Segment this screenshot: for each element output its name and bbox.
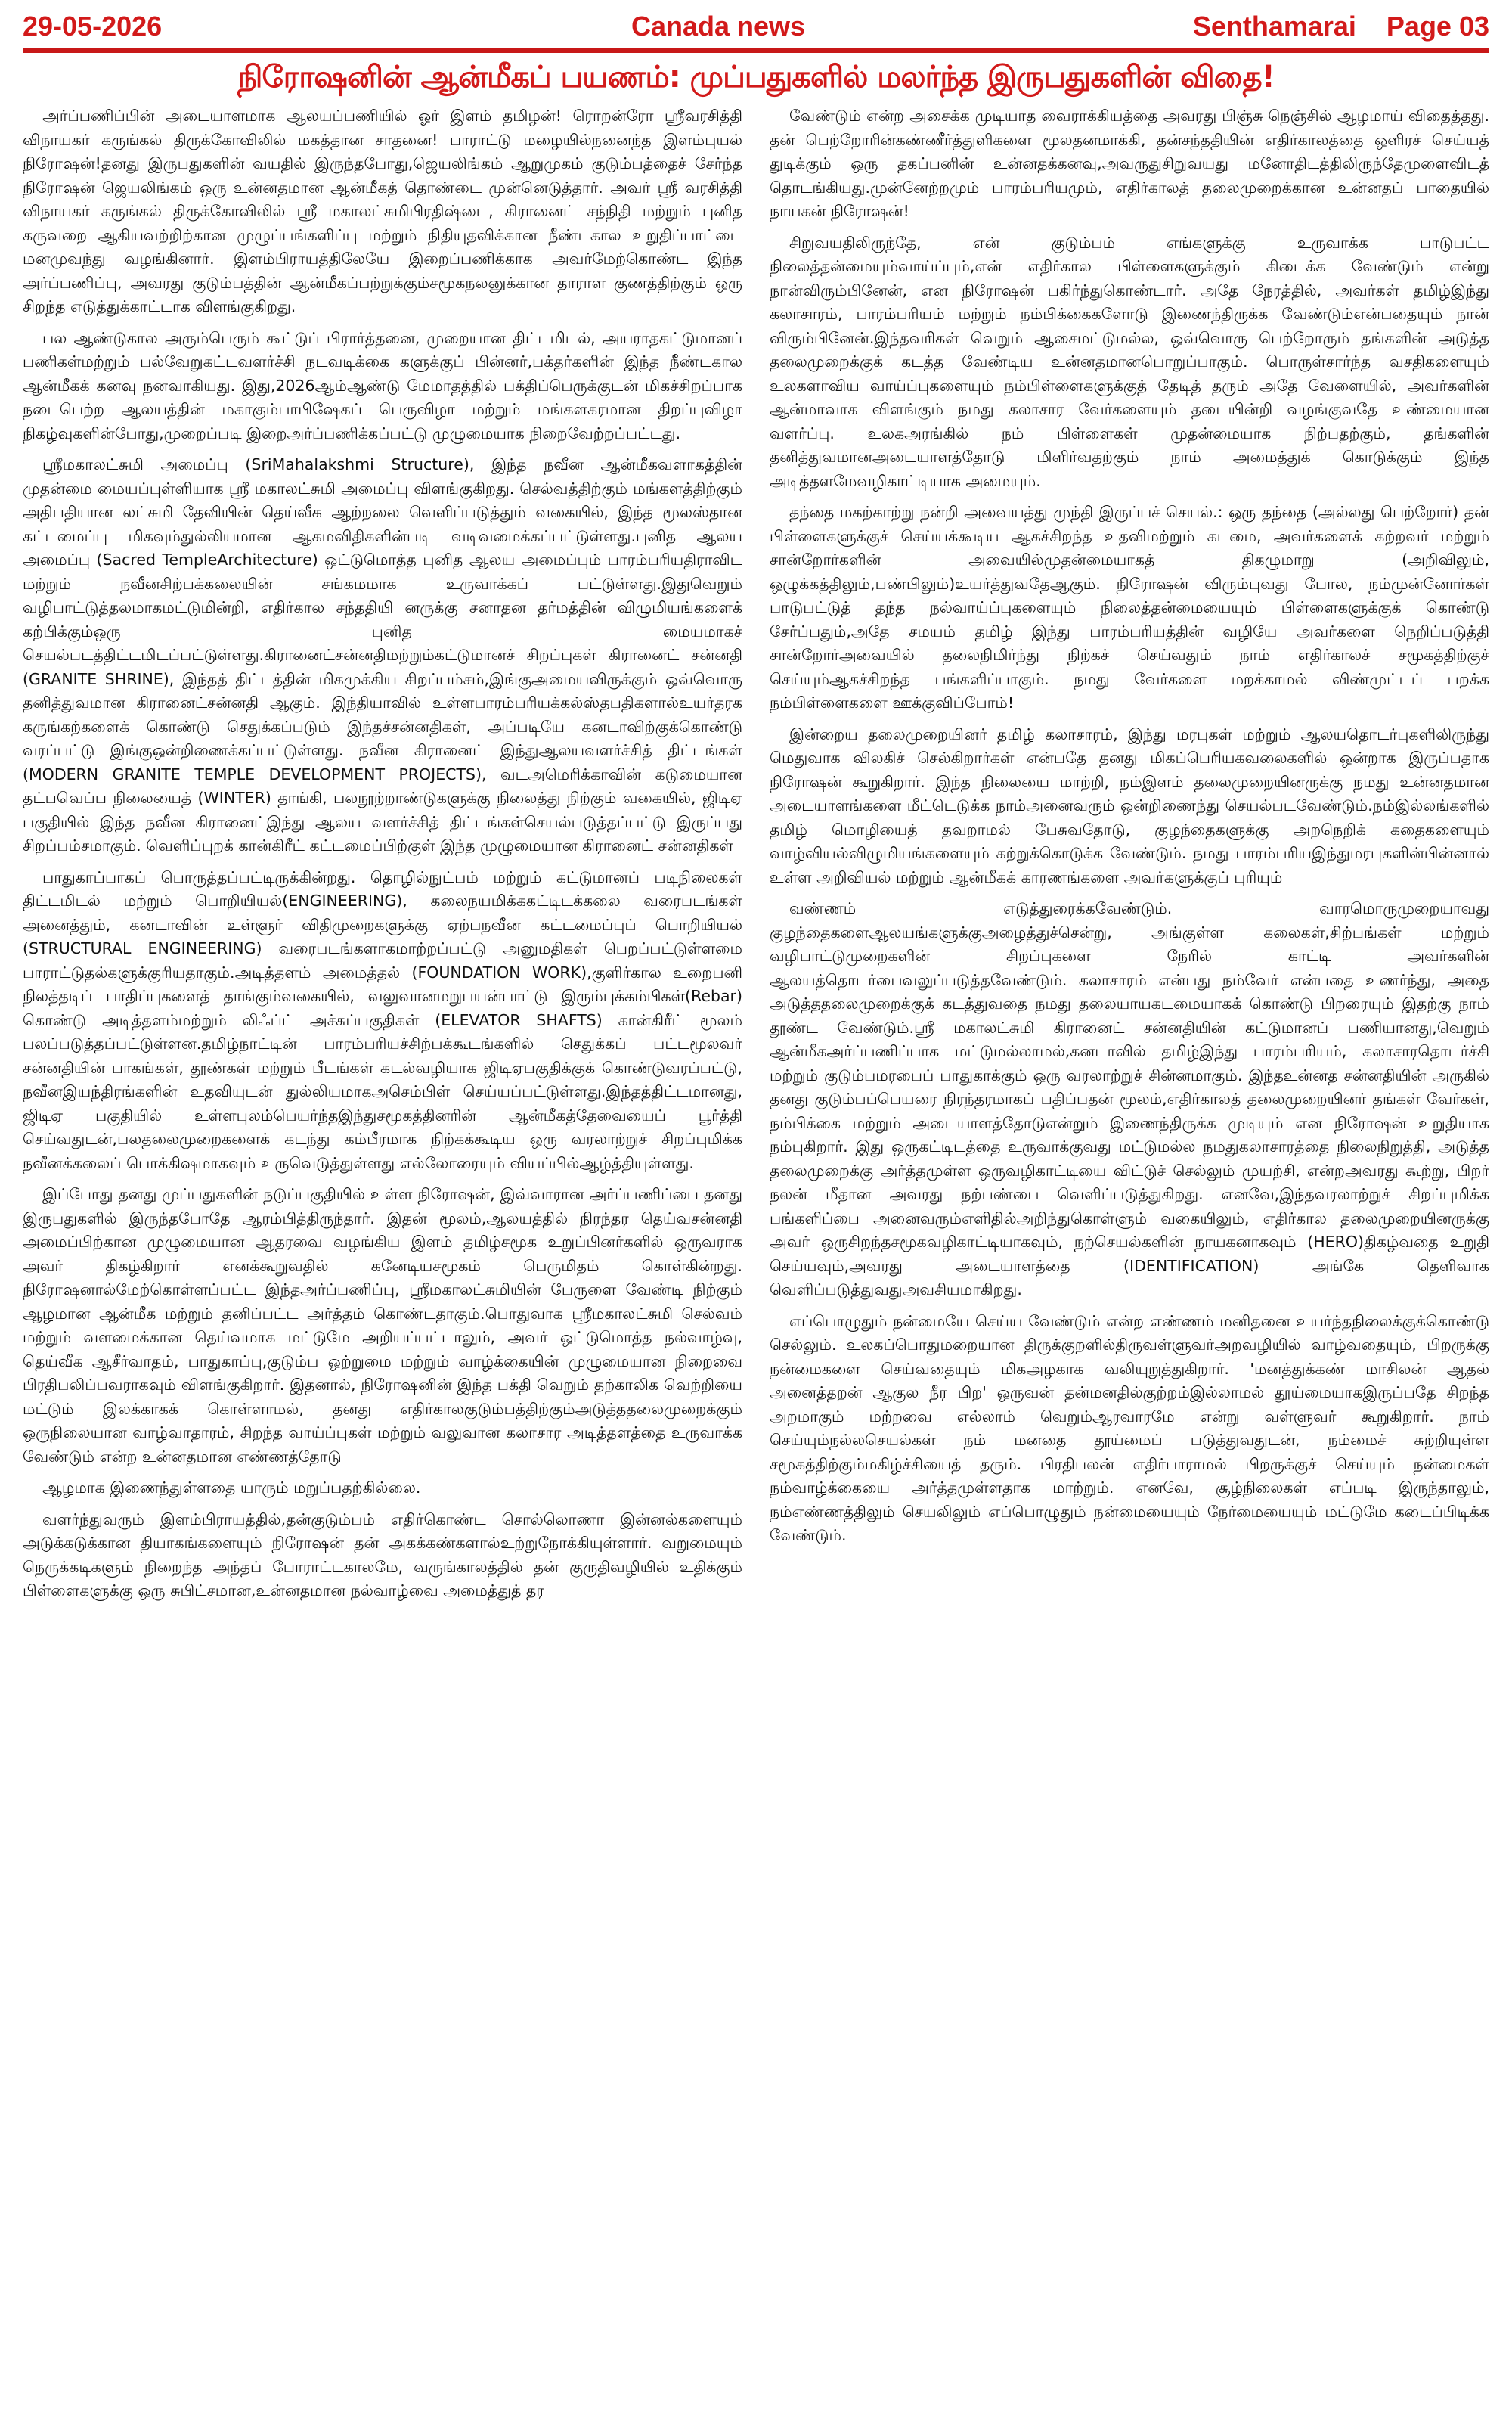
paragraph: ஆழமாக இணைந்துள்ளதை யாரும் மறுப்பதற்கில்லை. — [42, 1478, 421, 1497]
paragraph: வேண்டும் என்ற அசைக்க முடியாத வைராக்கியத்தை அவரது பிஞ்சு நெஞ்சில் ஆழமாய் விதைத்தது. தன் பெற்றோரின்கண்ணீர்த்துளிகளை மூலதனமாக்கி, தன்சந்ததியின் எதிர்காலத்தை ஒளிரச் செய்யத் துடிக்கும் ஒரு தகப்பனின் உன்னதக்கனவு,அவருதுசிறுவயது மனோதிடத்திலிருந்தேமுளைவிடத் தொடங்கியது.முன்னேற்றமும் பாரம்பரியமும், எதிர்காலத் தலைமுறைக்கான உன்னதப் பாதையில் நாயகன் நிரோஷன்! — [770, 107, 1489, 220]
paragraph: எப்பொழுதும் நன்மையே செய்ய வேண்டும் என்ற எண்ணம் மனிதனை உயர்ந்தநிலைக்குக்கொண்டு செல்லும். உலகப்பொதுமறையான திருக்குறளில்திருவள்ளுவர்அறவழியில் வாழ்வதையும், பிறருக்கு நன்மைகளை செய்வதையும் மிகஅழகாக வலியுறுத்துகிறார். 'மனத்துக்கண் மாசிலன் ஆதல் அனைத்தறன் ஆகுல நீர பிற' ஒருவன் தன்மனதில்குற்றம்இல்லாமல் தூய்மையாகஇருப்பதே சிறந்த அறமாகும் மற்றவை எல்லாம் வெறும்ஆரவாரமே என்று வள்ளுவர் கூறுகிறார். நாம் செய்யும்நல்லசெயல்கள் நம் மனதை தூய்மைப் படுத்துவதுடன், நம்மைச் சுற்றியுள்ள சமூகத்திற்கும்மகிழ்ச்சியைத் தரும். பிரதிபலன் எதிர்பாராமல் பிறருக்குச் செய்யும் நன்மைகள் நம்வாழ்க்கையை அர்த்தமுள்ளதாக மாற்றும். எனவே, சூழ்நிலைகள் எப்படி இருந்தாலும், நம்எண்ணத்திலும் செயலிலும் எப்பொழுதும் நன்மையையும் நேர்மையையும் மட்டுமே கடைப்பிடிக்க வேண்டும். — [770, 1311, 1489, 1544]
paragraph: இப்போது தனது முப்பதுகளின் நடுப்பகுதியில் உள்ள நிரோஷன், இவ்வாரான அர்ப்பணிப்பை தனது இருபதுகளில் இருந்தபோதே ஆரம்பித்திருந்தார். இதன் மூலம்,ஆலயத்தில் நிரந்தர தெய்வசன்னதி அமைப்பிற்கான முழுமையான ஆதரவை வழங்கிய இளம் தமிழ்சமூக உறுப்பினர்களில் ஒருவராக அவர் திகழ்கிறார் எனக்கூறுவதில் கனேடியசமூகம் பெருமிதம் கொள்கின்றது. நிரோஷனால்மேற்கொள்ளப்பட்ட இந்தஅர்ப்பணிப்பு, ஸ்ரீமகாலட்சுமியின் பேருளை வேண்டி நிற்கும் ஆழமான ஆன்மீக மற்றும் தனிப்பட்ட அர்த்தம் கொண்டதாகும்.பொதுவாக ஸ்ரீமகாலட்சுமி செல்வம் மற்றும் வளமைக்கான தெய்வமாக மட்டுமே அறியப்பட்டாலும், அவர் ஒட்டுமொத்த நல்வாழ்வு, தெய்வீக ஆசீர்வாதம், பாதுகாப்பு,குடும்ப ஒற்றுமை மற்றும் வாழ்க்கையின் முழுமையான நிறைவை பிரதிபலிப்பவராகவும் விளங்குகிறார். இதனால், நிரோஷனின் இந்த பக்தி வெறும் தற்காலிக வெற்றியை மட்டும் இலக்காகக் கொள்ளாமல், தனது எதிர்காலகுடும்பத்திற்கும்அடுத்ததலைமுறைக்கும் ஒருநிலையான வாழ்வாதாரம், சிறந்த வாய்ப்புகள் மற்றும் வலுவான கலாசார அடித்தளத்தை உருவாக்க வேண்டும் என்ற உன்னதமான எண்ணத்தோடு — [23, 1185, 742, 1466]
paragraph: வளர்ந்துவரும் இளம்பிராயத்தில்,தன்குடும்பம் எதிர்கொண்ட சொல்லொணா இன்னல்களையும் அடுக்கடுக்கான தியாகங்களையும் நிரோஷன் தன் அகக்கண்களால்உற்றுநோக்கியுள்ளார். வறுமையும் நெருக்கடிகளும் நிறைந்த அந்தப் போராட்டகாலமே, வருங்காலத்தில் தன் குருதிவழியில் உதிக்கும் பிள்ளைகளுக்கு ஒரு சுபிட்சமான,உன்னதமான நல்வாழ்வை அமைத்துத் தர — [23, 1509, 742, 1599]
paragraph: தந்தை மகற்காற்று நன்றி அவையத்து முந்தி இருப்பச் செயல்.: ஒரு தந்தை (அல்லது பெற்றோர்) தன் பிள்ளைகளுக்குச் செய்யக்கூடிய ஆகச்சிறந்த உதவிமற்றும் கடமை, அவர்களைக் கற்றவர் மற்றும் சான்றோர்களின் அவையில்முதன்மையாகத் திகழுமாறு (அறிவிலும், ஒழுக்கத்திலும்,பண்பிலும்)உயர்த்துவதேஆகும். நிரோஷன் விரும்புவது போல, நம்முன்னோர்கள் பாடுபட்டுத் தந்த நல்வாய்ப்புகளையும் நிலைத்தன்மையையும் பிள்ளைகளுக்குக் கொண்டு சேர்ப்பதும்,அதே சமயம் தமிழ் இந்து பாரம்பரியத்தின் வழியே அவர்களை நெறிப்படுத்தி சான்றோர்அவையில் தலைநிமிர்ந்து நிற்கச் செய்வதும் நாம் எதிர்காலச் சமூகத்திற்குச் செய்யும்ஆகச்சிறந்த பங்களிப்பாகும். நமது வேர்களை மறக்காமல் விண்முட்டப் பறக்க நம்பிள்ளைகளை ஊக்குவிப்போம்! — [770, 503, 1489, 712]
paragraph: பல ஆண்டுகால அரும்பெரும் கூட்டுப் பிரார்த்தனை, முறையான திட்டமிடல், அயராதகட்டுமானப் பணிகள்மற்றும் பல்வேறுகட்டவளர்ச்சி நடவடிக்கை களுக்குப் பின்னர்,பக்தர்களின் இந்த நீண்டகால ஆன்மீகக் கனவு நனவாகியது. இது,2026ஆம்ஆண்டு மேமாதத்தில் பக்திப்பெருக்குடன் மிகச்சிறப்பாக நடைபெற்ற ஆலயத்தின் மகாகும்பாபிஷேகப் பெருவிழா மற்றும் மங்களகரமான திறப்புவிழா நிகழ்வுகளின்போது,முறைப்படி இறைஅர்ப்பணிக்கப்பட்டு முழுமையாக நிறைவேற்றப்பட்டது. — [23, 328, 742, 442]
paragraph: வண்ணம் எடுத்துரைக்கவேண்டும். வாரமொருமுறையாவது குழந்தைகளைஆலயங்களுக்குஅழைத்துச்சென்று, அங்குள்ள கலைகள்,சிற்பங்கள் மற்றும் வழிபாட்டுமுறைகளின் சிறப்புகளை நேரில் காட்டி அவர்களின் ஆலயத்தொடர்பைவலுப்படுத்தவேண்டும். கலாசாரம் என்பது நம்வேர் என்பதை உணர்ந்து, அதை அடுத்ததலைமுறைக்குக் கடத்துவதை நமது தலையாயகடமையாகக் கொண்டு பிறரையும் இதற்கு நாம் தூண்ட வேண்டும்.ஸ்ரீ மகாலட்சுமி கிரானைட் சன்னதியின் கட்டுமானப் பணியானது,வெறும் ஆன்மீகஅர்ப்பணிப்பாக மட்டுமல்லாமல்,கனடாவில் தமிழ்இந்து பாரம்பரியம், கலாசாரதொடர்ச்சி மற்றும் குடும்பமரபைப் பாதுகாக்கும் ஒரு வரலாற்றுச் சின்னமாகும். இந்தஉன்னத சன்னதியின் அருகில் தனது குடும்பப்பெயரை நிரந்தரமாகப் பதிப்பதன் மூலம்,எதிர்காலத் தலைமுறையினர் தங்கள் வேர்கள், நம்பிக்கை மற்றும் அடையாளத்தோடுஎன்றும் இணைந்திருக்க முடியும் என நிரோஷன் உறுதியாக நம்புகிறார். இது ஒருகட்டிடத்தை உருவாக்குவது மட்டுமல்ல நமதுகலாசாரத்தை நிலைநிறுத்தி, அடுத்த தலைமுறைக்கு அர்த்தமுள்ள ஒருவழிகாட்டியை விட்டுச் செல்லும் முயற்சி, என்றஅவரது கூற்று, பிறர் நலன் மீதான அவரது நற்பண்பை வெளிப்படுத்துகிறது. எனவே,இந்தவரலாற்றுச் சிறப்புமிக்க பங்களிப்பை அனைவரும்எளிதில்அறிந்துகொள்ளும் வகையிலும், எதிர்கால தலைமுறையினருக்கு அவர் ஒருசிறந்தசமூகவழிகாட்டியாகவும், நற்செயல்களின் நாயகனாகவும் (HERO)திகழ்வதை உறுதி செய்யவும்,அவரது அடையாளத்தை (IDENTIFICATION) அங்கே தெளிவாக வெளிப்படுத்துவதுஅவசியமாகிறது. — [770, 899, 1489, 1298]
paragraph: இன்றைய தலைமுறையினர் தமிழ் கலாசாரம், இந்து மரபுகள் மற்றும் ஆலயதொடர்புகளிலிருந்து மெதுவாக விலகிச் செல்கிறார்கள் என்பதே தனது மிகப்பெரியகவலைகளில் ஒன்றாக இருப்பதாக நிரோஷன் கூறுகிறார். இந்த நிலையை மாற்றி, நம்இளம் தலைமுறையினருக்கு நமது உன்னதமான அடையாளங்களை மீட்டெடுக்க நாம்அனைவரும் ஒன்றிணைந்து செயல்படவேண்டும்.நம்இல்லங்களில் தமிழ் மொழியைத் தவறாமல் பேசுவதோடு, குழந்தைகளுக்கு அறநெறிக் கதைகளையும் வாழ்வியல்விழுமியங்களையும் கற்றுக்கொடுக்க வேண்டும். நமது பாரம்பரியஇந்துமரபுகளின்பின்னால் உள்ள அறிவியல் மற்றும் ஆன்மீகக் காரணங்களை அவர்களுக்குப் புரியும் — [770, 724, 1489, 886]
paper-title: Canada news — [631, 11, 806, 42]
paragraph: பாதுகாப்பாகப் பொருத்தப்பட்டிருக்கின்றது. தொழில்நுட்பம் மற்றும் கட்டுமானப் படிநிலைகள் திட்டமிடல் மற்றும் பொறியியல்(ENGINEERING), கலைநயமிக்ககட்டிடக்கலை வரைபடங்கள் அனைத்தும், கனடாவின் உள்ளூர் விதிமுறைகளுக்கு ஏற்பநவீன கட்டமைப்புப் பொறியியல் (STRUCTURAL ENGINEERING) வரைபடங்களாகமாற்றப்பட்டு அனுமதிகள் பெறப்பட்டுள்ளமை பாராட்டுதல்களுக்குரியதாகும்.அடித்தளம் அமைத்தல் (FOUNDATION WORK),குளிர்கால உறைபனி நிலத்தடிப் பாதிப்புகளைத் தாங்கும்வகையில், வலுவானமறுபயன்பாட்டு இரும்புக்கம்பிகள்(Rebar) கொண்டு அடித்தளம்மற்றும் லிஃப்ட் அச்சுப்பகுதிகள் (ELEVATOR SHAFTS) கான்கிரீட் மூலம் பலப்படுத்தப்பட்டுள்ளன.தமிழ்நாட்டின் பாரம்பரியச்சிற்பக்கூடங்களில் செதுக்கப் பட்டமூலவர் சன்னதியின் பாகங்கள், தூண்கள் மற்றும் பீடங்கள் கடல்வழியாக ஜிடிஏபகுதிக்குக் கொண்டுவரப்பட்டு, நவீனஇயந்திரங்களின் உதவியுடன் துல்லியமாகஅசெம்பிள் செய்யப்பட்டுள்ளது.இந்தத்திட்டமானது, ஜிடிஏ பகுதியில் உள்ளபுலம்பெயர்ந்தஇந்துசமூகத்தினரின் ஆன்மீகத்தேவையைப் பூர்த்தி செய்வதுடன்,பலதலைமுறைகளைக் கடந்து கம்பீரமாக நிற்கக்கூடிய ஒரு வரலாற்றுச் சிறப்புமிக்க நவீனக்கலைப் பொக்கிஷமாகவும் உருவெடுத்துள்ளது எல்லோரையும் வியப்பில்ஆழ்த்தியுள்ளது. — [23, 867, 742, 1172]
masthead — [23, 5, 1489, 48]
publication-name: Senthamarai — [1192, 11, 1356, 42]
right-column — [770, 104, 1489, 2403]
paragraph: அர்ப்பணிப்பின் அடையாளமாக ஆலயப்பணியில் ஓர் இளம் தமிழன்! ரொறன்ரோ ஸ்ரீவரசித்தி விநாயகர் கருங்கல் திருக்கோவிலில் மகத்தான சாதனை! பாராட்டு மழையில்நனைந்த இளம்புயல் நிரோஷன்!தனது இருபதுகளின் வயதில் இருந்தபோது,ஜெயலிங்கம் ஆறுமுகம் குடும்பத்தைச் சேர்ந்த நிரோஷன் ஜெயலிங்கம் ஒரு உன்னதமான ஆன்மீகத் தொண்டை முன்னெடுத்தார். அவர் ஸ்ரீ வரசித்தி விநாயகர் கருங்கல் திருக்கோவிலில் ஸ்ரீ மகாலட்சுமிபிரதிஷ்டை, கிரானைட் சந்நிதி மற்றும் புனித கருவறை ஆகியவற்றிற்கான முழுப்பங்களிப்பு மற்றும் நிதியுதவிக்கான நீண்டகால உறுதிப்பாட்டை மனமுவந்து வழங்கினார். இளம்பிராயத்திலேயே இறைப்பணிக்காக அவர்மேற்கொண்ட இந்த அர்ப்பணிப்பு, அவரது குடும்பத்தின் ஆன்மீகப்பற்றுக்கும்சமூகநலனுக்கான தாராள குணத்திற்கும் ஒரு சிறந்த எடுத்துக்காட்டாக விளங்குகிறது. — [23, 107, 742, 315]
article-headline: நிரோஷனின் ஆன்மீகப் பயணம்: முப்பதுகளில் மலர்ந்த இருபதுகளின் விதை! — [237, 60, 1275, 95]
article-body — [23, 104, 1489, 2403]
page-number: Page 03 — [1386, 11, 1489, 42]
paragraph: ஸ்ரீமகாலட்சுமி அமைப்பு (SriMahalakshmi Structure), இந்த நவீன ஆன்மீகவளாகத்தின் முதன்மை மையப்புள்ளியாக ஸ்ரீ மகாலட்சுமி அமைப்பு விளங்குகிறது. செல்வத்திற்கும் மங்களத்திற்கும் அதிபதியான லட்சுமி தேவியின் தெய்வீக ஆற்றலை வெளிப்படுத்தும் வகையில், இந்த மூலஸ்தான கட்டமைப்பு மிகவும்துல்லியமான ஆகமவிதிகளின்படி வடிவமைக்கப்பட்டுள்ளது.புனித ஆலய அமைப்பு (Sacred TempleArchitecture) ஒட்டுமொத்த புனித ஆலய அமைப்பும் பாரம்பரியதிராவிட மற்றும் நவீனசிற்பக்கலையின் சங்கமமாக உருவாக்கப் பட்டுள்ளது.இதுவெறும் வழிபாட்டுத்தலமாகமட்டுமின்றி, எதிர்கால சந்ததியி னருக்கு சனாதன தர்மத்தின் விழுமியங்களைக் கற்பிக்கும்ஒரு புனித மையமாகச் செயல்படத்திட்டமிடப்பட்டுள்ளது.கிரானைட்சன்னதிமற்றும்கட்டுமானச் சிறப்புகள் கிரானைட் சன்னதி (GRANITE SHRINE), இந்தத் திட்டத்தின் மிகமுக்கிய சிறப்பம்சம்,இங்குஅமையவிருக்கும் ஒவ்வொரு தனித்துவமான கிரானைட்சன்னதி ஆகும். இந்தியாவில் உள்ளபாரம்பரியக்கல்ஸ்தபதிகளால்உயர்தரக கருங்கற்களைக் கொண்டு செதுக்கப்படும் இந்தச்சன்னதிகள், அப்படியே கனடாவிற்குக்கொண்டு வரப்பட்டு இங்குஒன்றிணைக்கப்பட்டுள்ளது. நவீன கிரானைட் இந்துஆலயவளர்ச்சித் திட்டங்கள் (MODERN GRANITE TEMPLE DEVELOPMENT PROJECTS), வடஅமெரிக்காவின் கடுமையான தட்பவெப்ப நிலையைத் (WINTER) தாங்கி, பலநூற்றாண்டுகளுக்கு நிலைத்து நிற்கும் வகையில், ஜிடிஏ பகுதியில் இந்த நவீன கிரானைட்இந்து ஆலய வளர்ச்சித் திட்டங்கள்செயல்படுத்தப்பட்டு இருப்பது சிறப்பம்சமாகும். வெளிப்புறக் கான்கிரீட் கட்டமைப்பிற்குள் இந்த முழுமையான கிரானைட் சன்னதிகள் — [23, 455, 742, 855]
left-column — [23, 104, 742, 2403]
paragraph: சிறுவயதிலிருந்தே, என் குடும்பம் எங்களுக்கு உருவாக்க பாடுபட்ட நிலைத்தன்மையும்வாய்ப்பும்,என் எதிர்கால பிள்ளைகளுக்கும் கிடைக்க வேண்டும் என்று நான்விரும்பினேன், என நிரோஷன் பகிர்ந்துகொண்டார். அதே நேரத்தில், அவர்கள் தமிழ்இந்து கலாசாரம், பாரம்பரியம் மற்றும் நம்பிக்கைகளோடு இணைந்திருக்க வேண்டும்என்பதையும் நான் விரும்பினேன்.இந்தவரிகள் வெறும் ஆசைமட்டுமல்ல, ஒவ்வொரு பெற்றோரும் தங்களின் அடுத்த தலைமுறைக்குக் கடத்த வேண்டிய உன்னதமானபொறுப்பாகும். பொருள்சார்ந்த வசதிகளையும் உலகளாவிய வாய்ப்புகளையும் நம்பிள்ளைகளுக்குத் தேடித் தரும் அதே வேளையில், அவர்களின் ஆன்மாவாக விளங்கும் நமது கலாசார வேர்களையும் தடையின்றி வழங்குவதே உண்மையான வளர்ப்பு. உலகஅரங்கில் நம் பிள்ளைகள் முதன்மையாக நிற்பதற்கும், தங்களின் தனித்துவமானஅடையாளத்தோடு மிளிர்வதற்கும் நாம் அமைத்துக் கொடுக்கும் இந்த அடித்தளமேவழிகாட்டியாக அமையும். — [770, 233, 1489, 490]
issue-date: 29-05-2026 — [23, 11, 163, 42]
